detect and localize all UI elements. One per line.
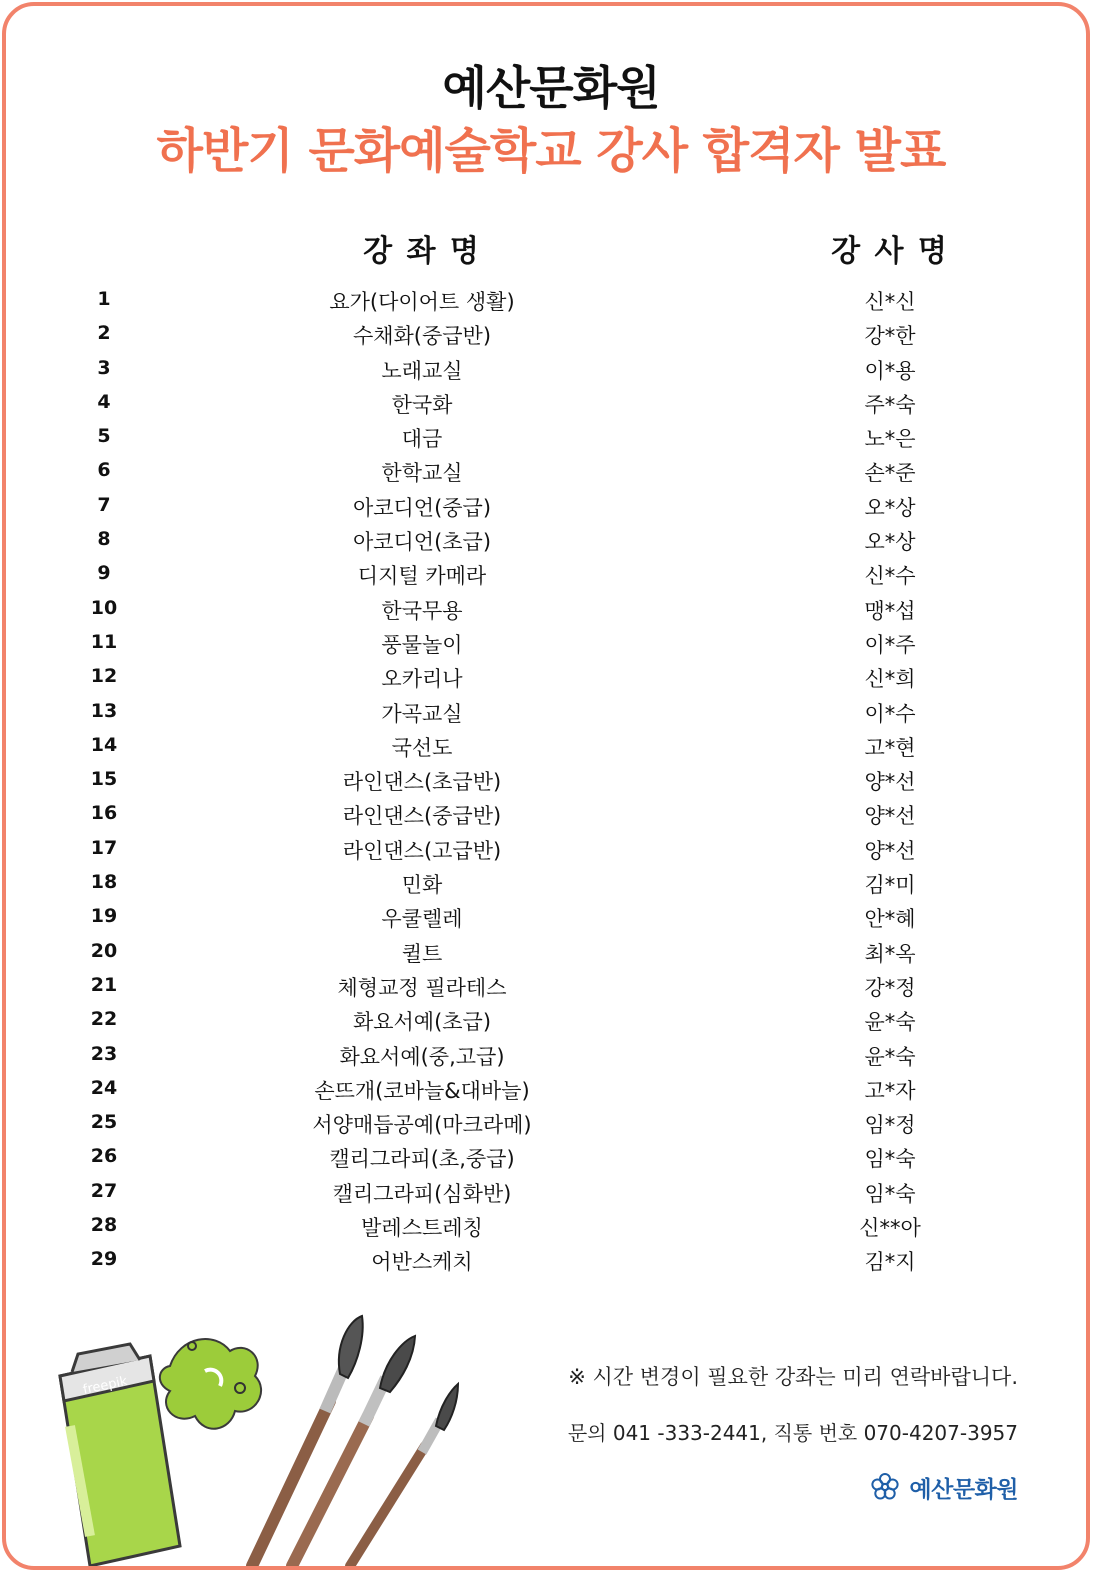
row-number: 24 — [90, 1076, 118, 1099]
table-row — [0, 556, 1102, 590]
table-row — [0, 796, 1102, 830]
instructor-name: 김*미 — [864, 873, 916, 898]
table-row — [0, 316, 1102, 350]
course-name: 한국무용 — [381, 598, 463, 623]
course-name: 캘리그라피(심화반) — [332, 1181, 512, 1206]
instructor-name: 주*숙 — [864, 392, 916, 417]
instructor-name: 이*주 — [864, 632, 916, 657]
instructor-name: 이*용 — [864, 358, 916, 383]
instructor-name: 오*상 — [864, 530, 916, 555]
instructor-name: 신*희 — [864, 667, 916, 692]
row-number: 27 — [90, 1179, 118, 1202]
table-row — [0, 385, 1102, 419]
row-number: 2 — [97, 322, 111, 345]
row-number: 29 — [90, 1248, 118, 1271]
instructor-name: 오*상 — [864, 495, 916, 520]
instructor-name: 강*한 — [864, 324, 916, 349]
row-number: 7 — [97, 493, 111, 516]
course-name: 우쿨렐레 — [381, 907, 463, 932]
instructor-name: 윤*숙 — [864, 1010, 916, 1035]
table-row — [0, 488, 1102, 522]
instructor-name: 양*선 — [864, 838, 916, 863]
contact-text: 문의 041 -333-2441, 직통 번호 070-4207-3957 — [567, 1421, 1018, 1445]
table-row — [0, 453, 1102, 487]
row-number: 8 — [97, 528, 111, 551]
row-number: 10 — [90, 596, 118, 619]
course-name: 오카리나 — [381, 667, 463, 692]
instructor-name: 신*신 — [864, 290, 916, 314]
instructor-name: 신**아 — [859, 1216, 921, 1241]
table-row — [0, 351, 1102, 385]
column-header-instructor: 강 사 명 — [831, 234, 949, 269]
instructor-name: 고*현 — [864, 735, 916, 760]
table-row — [0, 694, 1102, 728]
table-row — [0, 625, 1102, 659]
table-row — [0, 1105, 1102, 1139]
row-number: 20 — [90, 939, 118, 962]
course-name: 민화 — [401, 873, 443, 898]
instructor-name: 김*지 — [864, 1250, 916, 1275]
table-row — [0, 659, 1102, 693]
course-name: 풍물놀이 — [381, 632, 463, 657]
instructor-name: 임*숙 — [864, 1147, 916, 1172]
course-name: 서양매듭공예(마크라메) — [312, 1113, 532, 1138]
row-number: 22 — [90, 1008, 118, 1031]
course-name: 국선도 — [391, 735, 453, 760]
course-name: 가곡교실 — [381, 701, 463, 726]
course-name: 대금 — [401, 427, 443, 452]
row-number: 18 — [90, 871, 118, 894]
paint-splash-icon — [160, 1339, 261, 1429]
course-name: 라인댄스(고급반) — [342, 838, 502, 863]
course-name: 화요서예(초급) — [352, 1010, 492, 1035]
instructor-name: 안*혜 — [864, 907, 916, 932]
course-name: 수채화(중급반) — [352, 324, 492, 349]
table-row — [0, 282, 1102, 316]
course-name: 체형교정 필라테스 — [337, 975, 507, 1000]
table-row — [0, 899, 1102, 933]
instructor-name: 최*옥 — [864, 941, 916, 966]
table-row — [0, 591, 1102, 625]
row-number: 28 — [90, 1214, 118, 1237]
instructor-name: 이*수 — [864, 701, 916, 726]
row-number: 26 — [90, 1145, 118, 1168]
table-row — [0, 728, 1102, 762]
instructor-name: 맹*섭 — [864, 598, 916, 623]
row-number: 9 — [97, 562, 111, 585]
row-number: 1 — [97, 288, 111, 310]
table-row — [0, 831, 1102, 865]
row-number: 4 — [97, 390, 111, 413]
row-number: 15 — [90, 768, 118, 791]
table-row — [0, 1037, 1102, 1071]
announcement-title: 하반기 문화예술학교 강사 합격자 발표 — [156, 123, 946, 179]
instructor-name: 손*준 — [864, 461, 916, 486]
table-row — [0, 1208, 1102, 1242]
table-row — [0, 419, 1102, 453]
course-name: 한국화 — [391, 392, 453, 417]
course-name: 어반스케치 — [371, 1250, 473, 1275]
table-row — [0, 1139, 1102, 1173]
table-row — [0, 1174, 1102, 1208]
instructor-name: 노*은 — [864, 427, 916, 452]
instructor-name: 신*수 — [864, 564, 916, 589]
course-name: 한학교실 — [381, 461, 463, 486]
row-number: 25 — [90, 1111, 118, 1134]
flower-emblem-icon — [869, 1471, 901, 1503]
course-name: 디지털 카메라 — [357, 564, 487, 589]
row-number: 6 — [97, 459, 111, 482]
org-title: 예산문화원 — [442, 61, 660, 115]
course-name: 라인댄스(초급반) — [342, 770, 502, 795]
logo-text: 예산문화원 — [909, 1476, 1018, 1503]
course-name: 노래교실 — [381, 358, 463, 383]
paint-illustration — [30, 1296, 462, 1566]
course-name: 캘리그라피(초,중급) — [329, 1147, 515, 1172]
table-row — [0, 1242, 1102, 1276]
course-name: 요가(다이어트 생활) — [329, 290, 515, 314]
notice-text: ※ 시간 변경이 필요한 강좌는 미리 연락바랍니다. — [568, 1365, 1018, 1389]
course-name: 퀼트 — [401, 941, 443, 966]
table-row — [0, 522, 1102, 556]
table-row — [0, 968, 1102, 1002]
row-number: 23 — [90, 1042, 118, 1065]
org-logo — [869, 1470, 1018, 1504]
course-name: 화요서예(중,고급) — [339, 1044, 505, 1069]
row-number: 3 — [97, 356, 111, 379]
row-number: 5 — [97, 425, 111, 448]
course-name: 아코디언(초급) — [352, 530, 492, 555]
results-table — [0, 282, 1102, 1277]
row-number: 16 — [90, 802, 118, 825]
instructor-name: 강*정 — [864, 975, 916, 1000]
row-number: 13 — [90, 699, 118, 722]
row-number: 11 — [90, 630, 118, 653]
table-row — [0, 1002, 1102, 1036]
row-number: 12 — [90, 665, 118, 688]
row-number: 19 — [90, 905, 118, 928]
freepik-label: freepik — [81, 1373, 129, 1398]
instructor-name: 임*숙 — [864, 1181, 916, 1206]
course-name: 손뜨개(코바늘&대바늘) — [314, 1078, 530, 1103]
course-name: 발레스트레칭 — [361, 1216, 483, 1241]
column-header-course: 강 좌 명 — [363, 234, 481, 269]
table-row — [0, 762, 1102, 796]
instructor-name: 양*선 — [864, 804, 916, 829]
instructor-name: 윤*숙 — [864, 1044, 916, 1069]
instructor-name: 양*선 — [864, 770, 916, 795]
instructor-name: 임*정 — [864, 1113, 916, 1138]
instructor-name: 고*자 — [864, 1078, 916, 1103]
row-number: 21 — [90, 973, 118, 996]
table-row — [0, 1071, 1102, 1105]
row-number: 14 — [90, 733, 118, 756]
course-name: 아코디언(중급) — [352, 495, 492, 520]
row-number: 17 — [90, 836, 118, 859]
course-name: 라인댄스(중급반) — [342, 804, 502, 829]
table-row — [0, 865, 1102, 899]
table-row — [0, 934, 1102, 968]
